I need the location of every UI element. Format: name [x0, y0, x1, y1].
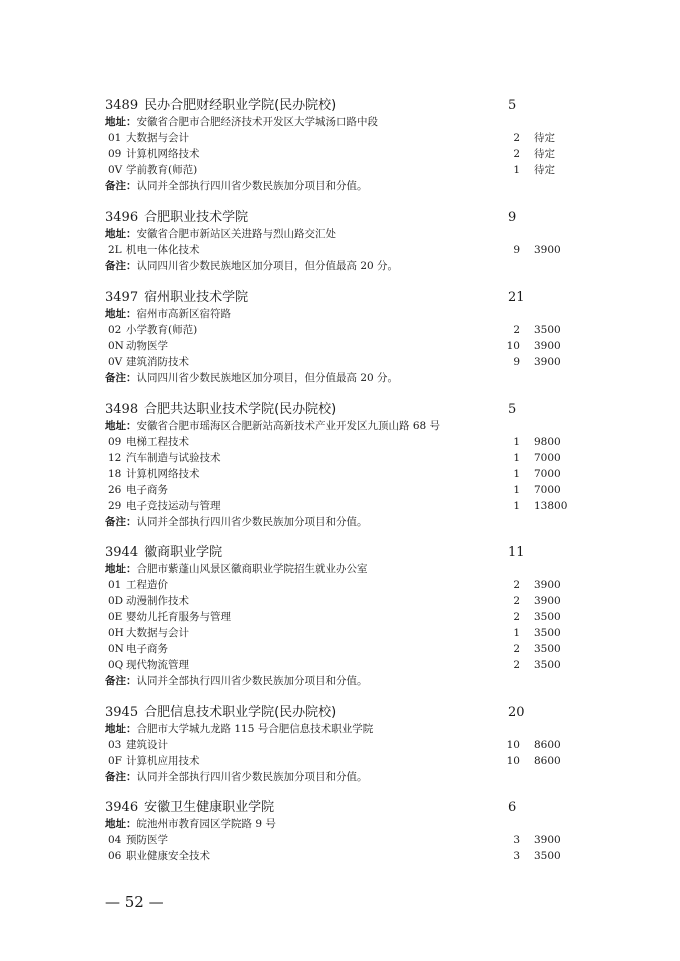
address-label: 地址： — [105, 228, 137, 240]
major-tuition: 3900 — [534, 595, 561, 607]
major-row — [0, 753, 680, 769]
major-tuition: 3900 — [534, 356, 561, 368]
major — [108, 338, 168, 354]
address-label: 地址： — [105, 563, 137, 575]
major-quota: 2 — [513, 579, 520, 591]
major-row — [0, 338, 680, 354]
major-quota: 2 — [513, 148, 520, 160]
major-name: 电梯工程技术 — [126, 436, 189, 448]
major-quota: 9 — [513, 356, 520, 368]
major-name: 大数据与会计 — [126, 132, 189, 144]
major-code: 03 — [108, 739, 122, 751]
major-quota: 1 — [513, 436, 520, 448]
major — [108, 848, 210, 864]
school-name: 合肥共达职业技术学院(民办院校) — [144, 402, 337, 417]
major — [108, 832, 168, 848]
major-row — [0, 641, 680, 657]
major-quota: 3 — [513, 834, 520, 846]
major-name: 现代物流管理 — [126, 659, 189, 671]
major-quota: 1 — [513, 452, 520, 464]
school-total-quota: 5 — [508, 98, 517, 113]
major — [108, 609, 231, 625]
major-quota: 2 — [513, 595, 520, 607]
major-row — [0, 737, 680, 753]
major-name: 工程造价 — [126, 579, 168, 591]
major-tuition: 7000 — [534, 468, 561, 480]
major — [108, 625, 189, 641]
major-tuition: 13800 — [534, 500, 568, 512]
school-heading — [105, 288, 248, 308]
major-code: 0F — [108, 755, 122, 767]
major-row — [0, 577, 680, 593]
major — [108, 466, 200, 482]
major-tuition: 3500 — [534, 659, 561, 671]
major — [108, 434, 189, 450]
major-row — [0, 162, 680, 178]
major-name: 机电一体化技术 — [126, 244, 200, 256]
school-note — [105, 258, 398, 274]
major — [108, 322, 197, 338]
major-quota: 1 — [513, 627, 520, 639]
major — [108, 498, 221, 514]
major-name: 建筑设计 — [126, 739, 168, 751]
major-name: 汽车制造与试验技术 — [126, 452, 221, 464]
major-quota: 10 — [506, 755, 520, 767]
major-row — [0, 848, 680, 864]
note-label: 备注： — [105, 260, 137, 272]
address-label: 地址： — [105, 116, 137, 128]
major-name: 电子商务 — [126, 643, 168, 655]
school-address — [105, 114, 378, 130]
major-quota: 1 — [513, 164, 520, 176]
school-heading — [105, 798, 274, 818]
note-text: 认同并全部执行四川省少数民族加分项目和分值。 — [136, 516, 368, 528]
major-name: 预防医学 — [126, 834, 168, 846]
major-row — [0, 450, 680, 466]
major-quota: 2 — [513, 659, 520, 671]
major-tuition: 8600 — [534, 755, 561, 767]
major — [108, 737, 168, 753]
major-tuition: 8600 — [534, 739, 561, 751]
major-row — [0, 657, 680, 673]
major-code: 29 — [108, 500, 122, 512]
major — [108, 146, 200, 162]
major — [108, 130, 189, 146]
major-quota: 2 — [513, 643, 520, 655]
major-row — [0, 482, 680, 498]
school-address — [105, 721, 373, 737]
address-text: 安徽省合肥市合肥经济技术开发区大学城汤口路中段 — [136, 116, 378, 128]
address-text: 合肥市大学城九龙路 115 号合肥信息技术职业学院 — [136, 723, 374, 735]
note-label: 备注： — [105, 675, 137, 687]
major-quota: 2 — [513, 324, 520, 336]
school-note — [105, 673, 368, 689]
major-tuition: 3500 — [534, 850, 561, 862]
school-code: 3945 — [105, 705, 139, 720]
address-text: 安徽省合肥市新站区关进路与烈山路交汇处 — [136, 228, 336, 240]
major-row — [0, 130, 680, 146]
major-code: 09 — [108, 148, 122, 160]
school-heading — [105, 543, 222, 563]
major-code: 01 — [108, 579, 122, 591]
note-label: 备注： — [105, 180, 137, 192]
major-name: 职业健康安全技术 — [126, 850, 210, 862]
major-tuition: 3500 — [534, 643, 561, 655]
major — [108, 657, 189, 673]
major-tuition: 待定 — [534, 132, 555, 144]
major-quota: 1 — [513, 484, 520, 496]
major-code: 09 — [108, 436, 122, 448]
school-total-quota: 20 — [508, 705, 525, 720]
major — [108, 753, 200, 769]
major-name: 计算机网络技术 — [126, 468, 200, 480]
major — [108, 450, 221, 466]
school-code: 3946 — [105, 800, 139, 815]
major-code: 0N — [108, 340, 124, 352]
major-row — [0, 593, 680, 609]
major-name: 小学教育(师范) — [126, 324, 198, 336]
major-row — [0, 322, 680, 338]
major-quota: 2 — [513, 611, 520, 623]
address-label: 地址： — [105, 723, 137, 735]
major-code: 12 — [108, 452, 122, 464]
major-name: 电子竞技运动与管理 — [126, 500, 221, 512]
major-name: 动物医学 — [126, 340, 168, 352]
major-name: 建筑消防技术 — [126, 356, 189, 368]
major-code: 0Q — [108, 659, 124, 671]
major-tuition: 3500 — [534, 627, 561, 639]
major-tuition: 3900 — [534, 340, 561, 352]
major-code: 26 — [108, 484, 122, 496]
note-text: 认同并全部执行四川省少数民族加分项目和分值。 — [136, 771, 368, 783]
address-label: 地址： — [105, 818, 137, 830]
note-text: 认同并全部执行四川省少数民族加分项目和分值。 — [136, 180, 368, 192]
school-total-quota: 9 — [508, 210, 517, 225]
school-name: 合肥信息技术职业学院(民办院校) — [144, 705, 337, 720]
major-quota: 2 — [513, 132, 520, 144]
note-text: 认同并全部执行四川省少数民族加分项目和分值。 — [136, 675, 368, 687]
school-heading — [105, 703, 336, 723]
major-name: 大数据与会计 — [126, 627, 189, 639]
major-tuition: 3500 — [534, 324, 561, 336]
major-name: 计算机网络技术 — [126, 148, 200, 160]
major-tuition: 3900 — [534, 244, 561, 256]
major — [108, 354, 189, 370]
major-tuition: 9800 — [534, 436, 561, 448]
school-code: 3497 — [105, 290, 139, 305]
major-row — [0, 354, 680, 370]
school-code: 3498 — [105, 402, 139, 417]
school-code: 3496 — [105, 210, 139, 225]
major-code: 0E — [108, 611, 123, 623]
major-quota: 3 — [513, 850, 520, 862]
school-address — [105, 816, 276, 832]
school-name: 徽商职业学院 — [144, 545, 223, 560]
school-address — [105, 306, 231, 322]
major-row — [0, 434, 680, 450]
school-address — [105, 561, 368, 577]
school-note — [105, 769, 368, 785]
address-text: 合肥市紫蓬山风景区徽商职业学院招生就业办公室 — [136, 563, 368, 575]
major-name: 婴幼儿托育服务与管理 — [126, 611, 231, 623]
major-code: 2L — [108, 244, 122, 256]
school-heading — [105, 96, 336, 116]
major-quota: 1 — [513, 500, 520, 512]
school-name: 宿州职业技术学院 — [144, 290, 249, 305]
note-text: 认同四川省少数民族地区加分项目，但分值最高 20 分。 — [136, 372, 399, 384]
major-quota: 1 — [513, 468, 520, 480]
major-name: 电子商务 — [126, 484, 168, 496]
school-total-quota: 6 — [508, 800, 517, 815]
school-name: 合肥职业技术学院 — [144, 210, 249, 225]
major-code: 02 — [108, 324, 122, 336]
address-text: 宿州市高新区宿符路 — [136, 308, 231, 320]
school-address — [105, 226, 336, 242]
note-label: 备注： — [105, 372, 137, 384]
major-name: 动漫制作技术 — [126, 595, 189, 607]
major-name: 学前教育(师范) — [126, 164, 198, 176]
note-label: 备注： — [105, 771, 137, 783]
major-row — [0, 832, 680, 848]
school-total-quota: 21 — [508, 290, 525, 305]
major — [108, 593, 189, 609]
major-tuition: 待定 — [534, 164, 555, 176]
major-code: 0N — [108, 643, 124, 655]
note-text: 认同四川省少数民族地区加分项目，但分值最高 20 分。 — [136, 260, 399, 272]
major-code: 0V — [108, 164, 123, 176]
school-name: 民办合肥财经职业学院(民办院校) — [144, 98, 337, 113]
major-row — [0, 242, 680, 258]
major-tuition: 7000 — [534, 484, 561, 496]
major-tuition: 3900 — [534, 579, 561, 591]
page-number: — 52 — — [105, 893, 164, 911]
major-quota: 9 — [513, 244, 520, 256]
address-label: 地址： — [105, 308, 137, 320]
major-row — [0, 498, 680, 514]
major-code: 01 — [108, 132, 122, 144]
major — [108, 641, 168, 657]
school-total-quota: 11 — [508, 545, 525, 560]
school-code: 3489 — [105, 98, 139, 113]
school-total-quota: 5 — [508, 402, 517, 417]
major-quota: 10 — [506, 340, 520, 352]
major — [108, 242, 200, 258]
major-code: 04 — [108, 834, 122, 846]
major-name: 计算机应用技术 — [126, 755, 200, 767]
major-row — [0, 146, 680, 162]
school-heading — [105, 400, 336, 420]
major-tuition: 待定 — [534, 148, 555, 160]
major — [108, 577, 168, 593]
major-tuition: 3900 — [534, 834, 561, 846]
address-text: 安徽省合肥市瑶海区合肥新站高新技术产业开发区九顶山路 68 号 — [136, 420, 441, 432]
school-address — [105, 418, 440, 434]
major-code: 0V — [108, 356, 123, 368]
major-row — [0, 466, 680, 482]
address-label: 地址： — [105, 420, 137, 432]
school-name: 安徽卫生健康职业学院 — [144, 800, 275, 815]
note-label: 备注： — [105, 516, 137, 528]
major-code: 0D — [108, 595, 124, 607]
address-text: 皖池州市教育园区学院路 9 号 — [136, 818, 276, 830]
major-tuition: 3500 — [534, 611, 561, 623]
major-row — [0, 609, 680, 625]
major — [108, 482, 168, 498]
major-code: 0H — [108, 627, 124, 639]
school-note — [105, 178, 368, 194]
major-quota: 10 — [506, 739, 520, 751]
major-row — [0, 625, 680, 641]
school-note — [105, 514, 368, 530]
major-code: 18 — [108, 468, 122, 480]
school-note — [105, 370, 398, 386]
school-code: 3944 — [105, 545, 139, 560]
major-tuition: 7000 — [534, 452, 561, 464]
major-code: 06 — [108, 850, 122, 862]
school-heading — [105, 208, 248, 228]
major — [108, 162, 197, 178]
